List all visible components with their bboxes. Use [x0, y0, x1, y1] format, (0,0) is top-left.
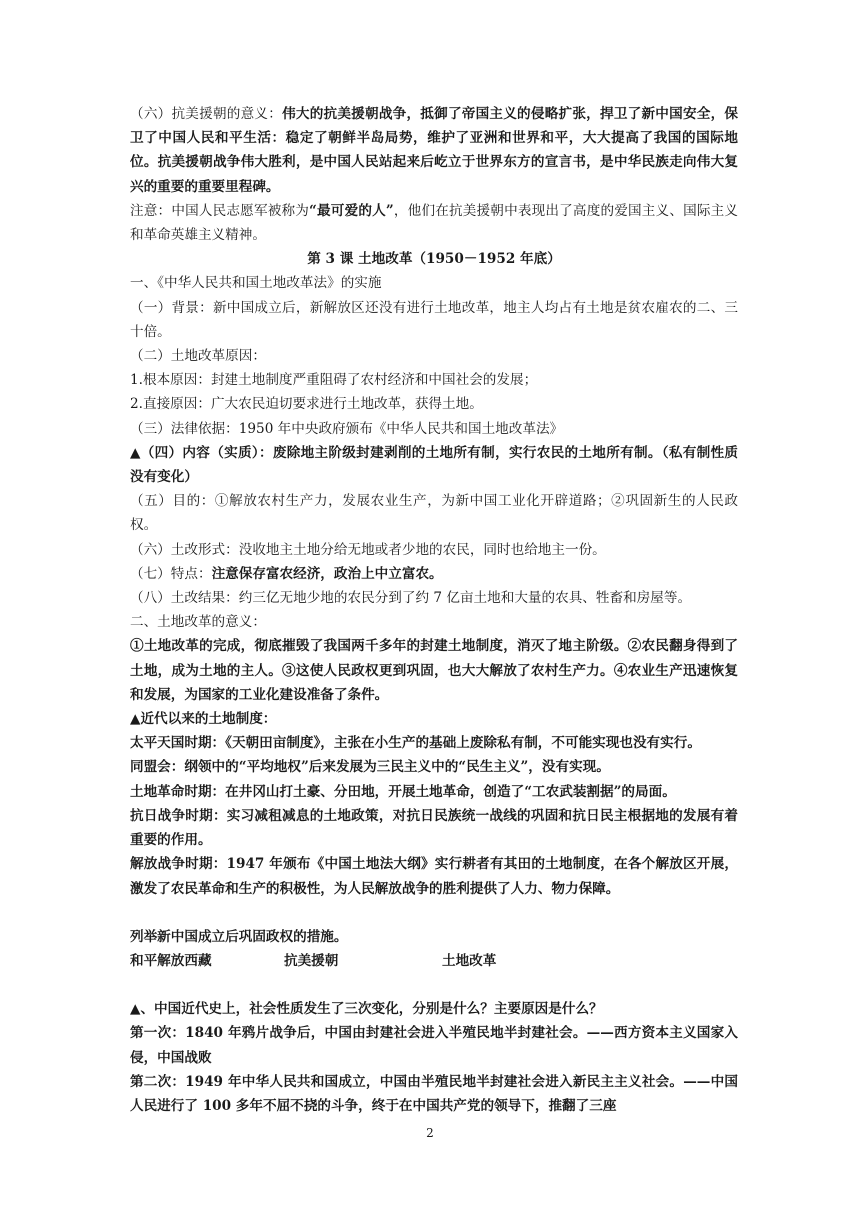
paragraph: [130, 925, 738, 949]
paragraph: [130, 1070, 738, 1118]
text-segment: 同盟会：纲领中的“平均地权”后来发展为三民主义中的“民生主义”，没有实现。: [130, 759, 610, 776]
text-segment: 第一次：1840 年鸦片战争后，中国由封建社会进入半殖民地半封建社会。——西方资本主义国家入侵，中国战败: [130, 1025, 738, 1066]
text-segment: （五）目的：①解放农村生产力，发展农业生产，为新中国工业化开辟道路；②巩固新生的人民政权。: [130, 493, 738, 534]
text-segment: 二、土地改革的意义：: [130, 614, 266, 631]
text-segment: （一）背景：新中国成立后，新解放区还没有进行土地改革，地主人均占有土地是贫农雇农的二、三十倍。: [130, 299, 738, 340]
paragraph: [130, 392, 738, 416]
paragraph: [130, 852, 738, 900]
paragraph: [130, 997, 738, 1021]
text-segment: 1.根本原因：封建土地制度严重阻碍了农村经济和中国社会的发展；: [130, 372, 538, 389]
text-segment: ▲、中国近代史上，社会性质发生了三次变化，分别是什么？主要原因是什么？: [130, 1001, 603, 1018]
text-segment: “最可爱的人”: [309, 202, 394, 219]
paragraph: [130, 586, 738, 610]
text-segment: 土地革命时期：在井冈山打土豪、分田地，开展土地革命，创造了“工农武装割据”的局面。: [130, 783, 676, 800]
text-segment: ，他们在抗美援朝中表现出了高度的爱国主义、国际主义和革命英雄主义精神。: [130, 202, 739, 244]
paragraph: [130, 731, 738, 755]
paragraph: [130, 296, 738, 344]
text-segment: ①土地改革的完成，彻底摧毁了我国两千多年的封建土地制度，消灭了地主阶级。②农民翻身得到了土地，成为土地的主人。③这使人民政权更到巩固，也大大解放了农村生产力。④农业生产迅速恢复和发展，为国家的工业化建设准备了条件。: [130, 638, 738, 703]
text-segment: 一、《中华人民共和国土地改革法》的实施: [130, 275, 382, 292]
paragraph: [130, 271, 738, 295]
text-segment: 抗日战争时期：实习减租减息的土地政策，对抗日民族统一战线的巩固和抗日民主根据地的发展有着重要的作用。: [130, 807, 738, 849]
text-segment: （六）土改形式：没收地主土地分给无地或者少地的农民，同时也给地主一份。: [130, 541, 606, 558]
paragraph: [130, 804, 738, 852]
text-segment: （八）土改结果：约三亿无地少地的农民分到了约 7 亿亩土地和大量的农具、牲畜和房屋等。: [130, 590, 692, 607]
text-segment: 列举新中国成立后巩固政权的措施。: [130, 928, 348, 945]
text-segment: （二）土地改革原因：: [130, 348, 266, 365]
paragraph: [130, 634, 738, 707]
paragraph: [130, 949, 738, 973]
page-number: 2: [426, 1126, 434, 1140]
text-segment: （六）抗美援朝的意义：: [130, 106, 283, 122]
document-body: [130, 102, 738, 1118]
text-segment: 第二次：1949 年中华人民共和国成立，中国由半殖民地半封建社会进入新民主主义社会。——中国人民进行了 100 多年不屈不挠的斗争，终于在中国共产党的领导下，推翻了三座: [130, 1073, 738, 1114]
text-segment: （三）法律依据：1950 年中央政府颁布《中华人民共和国土地改革法》: [130, 420, 564, 437]
text-segment: 2.直接原因：广大农民迫切要求进行土地改革，获得土地。: [130, 396, 483, 413]
text-segment: 注意：中国人民志愿军被称为: [130, 202, 310, 219]
text-segment: 太平天国时期：《天朝田亩制度》，主张在小生产的基础上废除私有制，不可能实现也没有实行。: [130, 735, 701, 752]
paragraph: [130, 489, 738, 537]
paragraph: [130, 368, 738, 392]
text-segment: 解放战争时期：1947 年颁布《中国土地法大纲》实行耕者有其田的土地制度，在各个解放区开展，激发了农民革命和生产的积极性，为人民解放战争的胜利提供了人力、物力保障。: [130, 856, 738, 897]
paragraph: [130, 610, 738, 634]
paragraph: [130, 441, 738, 489]
text-segment: （七）特点：: [130, 565, 212, 582]
paragraph: [130, 199, 738, 247]
text-segment: 土地改革: [442, 952, 497, 969]
paragraph: [130, 1021, 738, 1069]
blank-line: [130, 973, 738, 997]
text-segment: 抗美援朝: [284, 952, 339, 969]
text-segment: ▲近代以来的土地制度：: [130, 711, 277, 728]
text-segment: 伟大的抗美援朝战争，抵御了帝国主义的侵略扩张，捍卫了新中国安全，保卫了中国人民和平生活：稳定了朝鲜半岛局势，维护了亚洲和世界和平，大大提高了我国的国际地位。抗美援朝战争伟大胜利，是中国人民站起来后屹立于世界东方的宣言书，是中华民族走向伟大复兴的重要的重要里程碑。: [130, 106, 739, 195]
paragraph: [130, 707, 738, 731]
paragraph: [130, 780, 738, 804]
text-segment: 注意保存富农经济，政治上中立富农。: [211, 565, 443, 582]
paragraph: [130, 344, 738, 368]
text-segment: 第 3 课 土地改革（1950－1952 年底）: [307, 251, 561, 268]
text-segment: 和平解放西藏: [130, 952, 212, 969]
blank-line: [130, 901, 738, 925]
paragraph: [130, 247, 738, 271]
paragraph: [130, 538, 738, 562]
paragraph: [130, 102, 738, 199]
paragraph: [130, 755, 738, 779]
text-segment: ▲（四）内容（实质）：废除地主阶级封建剥削的土地所有制，实行农民的土地所有制。（私有制性质没有变化）: [130, 444, 738, 486]
paragraph: [130, 562, 738, 586]
paragraph: [130, 417, 738, 441]
